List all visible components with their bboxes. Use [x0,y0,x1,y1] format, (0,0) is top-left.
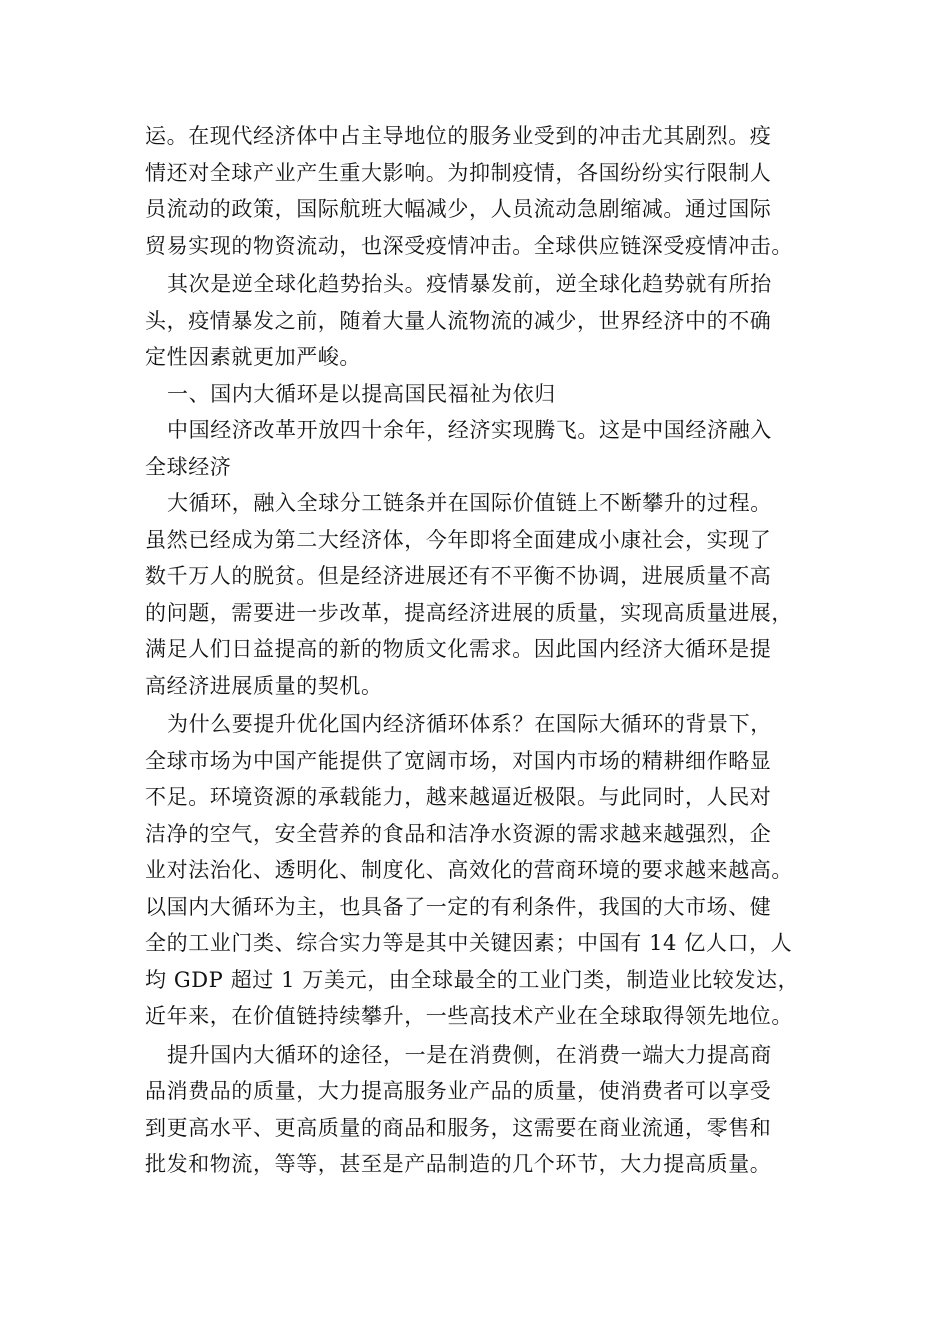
text-line: 定性因素就更加严峻。 [145,345,361,369]
text-line: 近年来，在价值链持续攀升，一些高技术产业在全球取得领先地位。 [145,1004,793,1028]
text-line: 员流动的政策，国际航班大幅减少，人员流动急剧缩减。通过国际 [145,197,772,221]
text-line: 的问题，需要进一步改革，提高经济进展的质量，实现高质量进展， [145,600,793,625]
text-line: 全球经济 [145,454,232,479]
text-line: 数千万人的脱贫。但是经济进展还有不平衡不协调，进展质量不高 [145,564,772,588]
text-line: 虽然已经成为第二大经济体，今年即将全面建成小康社会，实现了 [145,527,772,552]
text-line: 不足。环境资源的承载能力，越来越逼近极限。与此同时，人民对 [145,785,772,809]
text-line: 为什么要提升优化国内经济循环体系？在国际大循环的背景下， [167,712,772,736]
text-line: 高经济进展质量的契机。 [145,673,383,698]
text-line: 贸易实现的物资流动，也深受疫情冲击。全球供应链深受疫情冲击。 [145,233,793,258]
text-line: 其次是逆全球化趋势抬头。疫情暴发前，逆全球化趋势就有所抬 [167,272,772,296]
document-body [145,118,835,1183]
text-line: 品消费品的质量，大力提高服务业产品的质量，使消费者可以享受 [145,1079,772,1103]
text-line: 均 GDP 超过 1 万美元，由全球最全的工业门类，制造业比较发达， [145,967,800,992]
text-line: 业对法治化、透明化、制度化、高效化的营商环境的要求越来越高。 [145,858,793,882]
text-line: 洁净的空气，安全营养的食品和洁净水资源的需求越来越强烈，企 [145,821,772,846]
text-line: 以国内大循环为主，也具备了一定的有利条件，我国的大市场、健 [145,894,772,919]
text-line: 中国经济改革开放四十余年，经济实现腾飞。这是中国经济融入 [167,418,772,442]
text-line: 全的工业门类、综合实力等是其中关键因素；中国有 14 亿人口，人 [145,931,793,955]
text-line: 批发和物流，等等，甚至是产品制造的几个环节，大力提高质量。 [145,1152,772,1176]
text-line: 大循环，融入全球分工链条并在国际价值链上不断攀升的过程。 [167,491,772,515]
text-line: 运。在现代经济体中占主导地位的服务业受到的冲击尤其剧烈。疫 [145,124,772,148]
text-line: 到更高水平、更高质量的商品和服务，这需要在商业流通，零售和 [145,1115,772,1140]
text-line: 头，疫情暴发之前，随着大量人流物流的减少，世界经济中的不确 [145,308,772,333]
section-heading: 一、国内大循环是以提高国民福祉为依归 [167,381,556,406]
text-line: 情还对全球产业产生重大影响。为抑制疫情，各国纷纷实行限制人 [145,160,772,185]
text-line: 提升国内大循环的途径，一是在消费侧，在消费一端大力提高商 [167,1042,772,1067]
text-line: 全球市场为中国产能提供了宽阔市场，对国内市场的精耕细作略显 [145,748,772,773]
text-line: 满足人们日益提高的新的物质文化需求。因此国内经济大循环是提 [145,637,772,661]
